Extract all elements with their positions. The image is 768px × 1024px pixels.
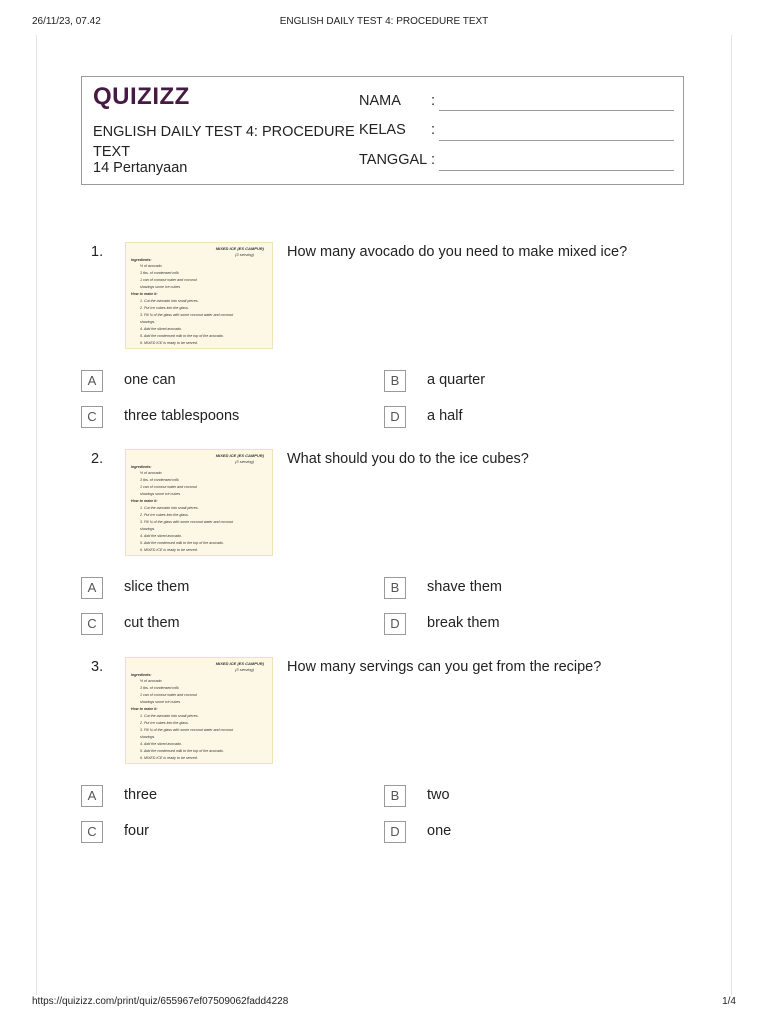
recipe-line: ½ of avocado [140, 471, 162, 475]
option-1b[interactable] [384, 370, 644, 392]
option-2d[interactable] [384, 613, 644, 635]
recipe-line: 3 tbs. of condensed milk [140, 271, 179, 275]
field-label-kelas: KELAS [359, 122, 406, 138]
recipe-line: shavings. [140, 320, 156, 324]
field-colon-kelas: : [431, 122, 436, 138]
option-letter-box: B [384, 785, 406, 807]
question-number: 1. [91, 244, 104, 260]
field-line-nama [439, 110, 674, 111]
option-letter-box: C [81, 821, 103, 843]
recipe-line: shavings some ice cubes [140, 700, 181, 704]
print-datetime: 26/11/23, 07.42 [32, 16, 101, 27]
recipe-line: 6. MIXED ICE is ready to be served. [140, 548, 198, 552]
option-text: three [124, 787, 158, 803]
print-url: https://quizizz.com/print/quiz/655967ef07509062fadd4228 [32, 996, 289, 1007]
recipe-line: How to make it: [131, 707, 158, 711]
recipe-line: 5. Add the condensed milk to the top of the avocado. [140, 541, 224, 545]
option-1c[interactable] [81, 406, 341, 428]
option-letter-box: A [81, 577, 103, 599]
recipe-line: 1. Cut the avocado into small pieces. [140, 714, 199, 718]
recipe-line: shavings. [140, 527, 156, 531]
option-letter-box: D [384, 821, 406, 843]
recipe-line: How to make it: [131, 292, 158, 296]
option-letter-box: D [384, 406, 406, 428]
option-text: two [427, 787, 450, 803]
question-number: 3. [91, 659, 104, 675]
field-label-nama: NAMA [359, 93, 401, 109]
question-text: What should you do to the ice cubes? [287, 451, 529, 467]
recipe-line: 5. Add the condensed milk to the top of the avocado. [140, 334, 224, 338]
option-text: four [124, 823, 149, 839]
option-letter-box: B [384, 577, 406, 599]
option-1d[interactable] [384, 406, 644, 428]
recipe-line: 1. Cut the avocado into small pieces. [140, 299, 199, 303]
question-text: How many servings can you get from the recipe? [287, 659, 602, 675]
option-3b[interactable] [384, 785, 644, 807]
recipe-line: Ingredients: [131, 673, 152, 677]
option-text: cut them [124, 615, 180, 631]
option-text: one can [124, 372, 176, 388]
recipe-line: 5. Add the condensed milk to the top of the avocado. [140, 749, 224, 753]
recipe-line: 3 tbs. of condensed milk [140, 478, 179, 482]
recipe-line: 6. MIXED ICE is ready to be served. [140, 756, 198, 760]
recipe-line: 4. Add the sliced avocado. [140, 327, 183, 331]
recipe-line: 2. Put ice cubes into the glass. [140, 513, 189, 517]
option-text: one [427, 823, 452, 839]
print-header [32, 16, 736, 30]
recipe-line: 1 can of coconut water and coconut [140, 278, 197, 282]
option-text: shave them [427, 579, 502, 595]
recipe-line: 2. Put ice cubes into the glass. [140, 721, 189, 725]
print-title: ENGLISH DAILY TEST 4: PROCEDURE TEXT [279, 16, 489, 27]
recipe-line: 1 can of coconut water and coconut [140, 485, 197, 489]
recipe-line: How to make it: [131, 499, 158, 503]
option-text: a quarter [427, 372, 486, 388]
recipe-line: 2. Put ice cubes into the glass. [140, 306, 189, 310]
option-letter-box: B [384, 370, 406, 392]
field-line-kelas [439, 140, 674, 141]
option-2b[interactable] [384, 577, 644, 599]
recipe-line: shavings some ice cubes [140, 285, 181, 289]
recipe-line: shavings. [140, 735, 156, 739]
recipe-line: Ingredients: [131, 465, 152, 469]
recipe-line: 1 can of coconut water and coconut [140, 693, 197, 697]
recipe-line: 3. Fill ¾ of the glass with some coconut water and coconut [140, 313, 234, 317]
recipe-line: 3 tbs. of condensed milk [140, 686, 179, 690]
quiz-title: ENGLISH DAILY TEST 4: PROCEDURE TEXT [93, 124, 355, 160]
recipe-line: 4. Add the sliced avocado. [140, 534, 183, 538]
option-text: a half [427, 408, 463, 424]
field-colon-nama: : [431, 93, 436, 109]
question-number: 2. [91, 451, 104, 467]
quizizz-logo: QUIZIZZ [93, 83, 190, 110]
recipe-image [125, 657, 273, 764]
print-footer [32, 996, 736, 1010]
option-3a[interactable] [81, 785, 341, 807]
recipe-line: 3. Fill ¾ of the glass with some coconut water and coconut [140, 728, 234, 732]
quiz-header-box [81, 76, 684, 185]
option-text: three tablespoons [124, 408, 240, 424]
recipe-line: 6. MIXED ICE is ready to be served. [140, 341, 198, 345]
recipe-line: Ingredients: [131, 258, 152, 262]
field-label-tanggal: TANGGAL [359, 152, 428, 168]
option-text: slice them [124, 579, 190, 595]
question-text: How many avocado do you need to make mixed ice? [287, 244, 628, 260]
recipe-serving: (3 serving) [235, 459, 254, 464]
option-letter-box: A [81, 370, 103, 392]
option-text: break them [427, 615, 500, 631]
option-3d[interactable] [384, 821, 644, 843]
recipe-image [125, 449, 273, 556]
recipe-line: shavings some ice cubes [140, 492, 181, 496]
recipe-serving: (3 serving) [235, 252, 254, 257]
recipe-line: ½ of avocado [140, 679, 162, 683]
question-count: 14 Pertanyaan [93, 160, 188, 176]
option-letter-box: C [81, 613, 103, 635]
option-3c[interactable] [81, 821, 341, 843]
recipe-line: ½ of avocado [140, 264, 162, 268]
page-number: 1/4 [722, 996, 736, 1007]
recipe-title: MIXED ICE (ES CAMPUR) [215, 661, 264, 666]
recipe-line: 1. Cut the avocado into small pieces. [140, 506, 199, 510]
recipe-title: MIXED ICE (ES CAMPUR) [215, 246, 264, 251]
option-1a[interactable] [81, 370, 341, 392]
option-2c[interactable] [81, 613, 341, 635]
option-letter-box: D [384, 613, 406, 635]
recipe-image [125, 242, 273, 349]
recipe-serving: (3 serving) [235, 667, 254, 672]
field-line-tanggal [439, 170, 674, 171]
recipe-line: 4. Add the sliced avocado. [140, 742, 183, 746]
option-letter-box: C [81, 406, 103, 428]
recipe-line: 3. Fill ¾ of the glass with some coconut water and coconut [140, 520, 234, 524]
option-letter-box: A [81, 785, 103, 807]
field-colon-tanggal: : [431, 152, 436, 168]
recipe-title: MIXED ICE (ES CAMPUR) [215, 453, 264, 458]
option-2a[interactable] [81, 577, 341, 599]
